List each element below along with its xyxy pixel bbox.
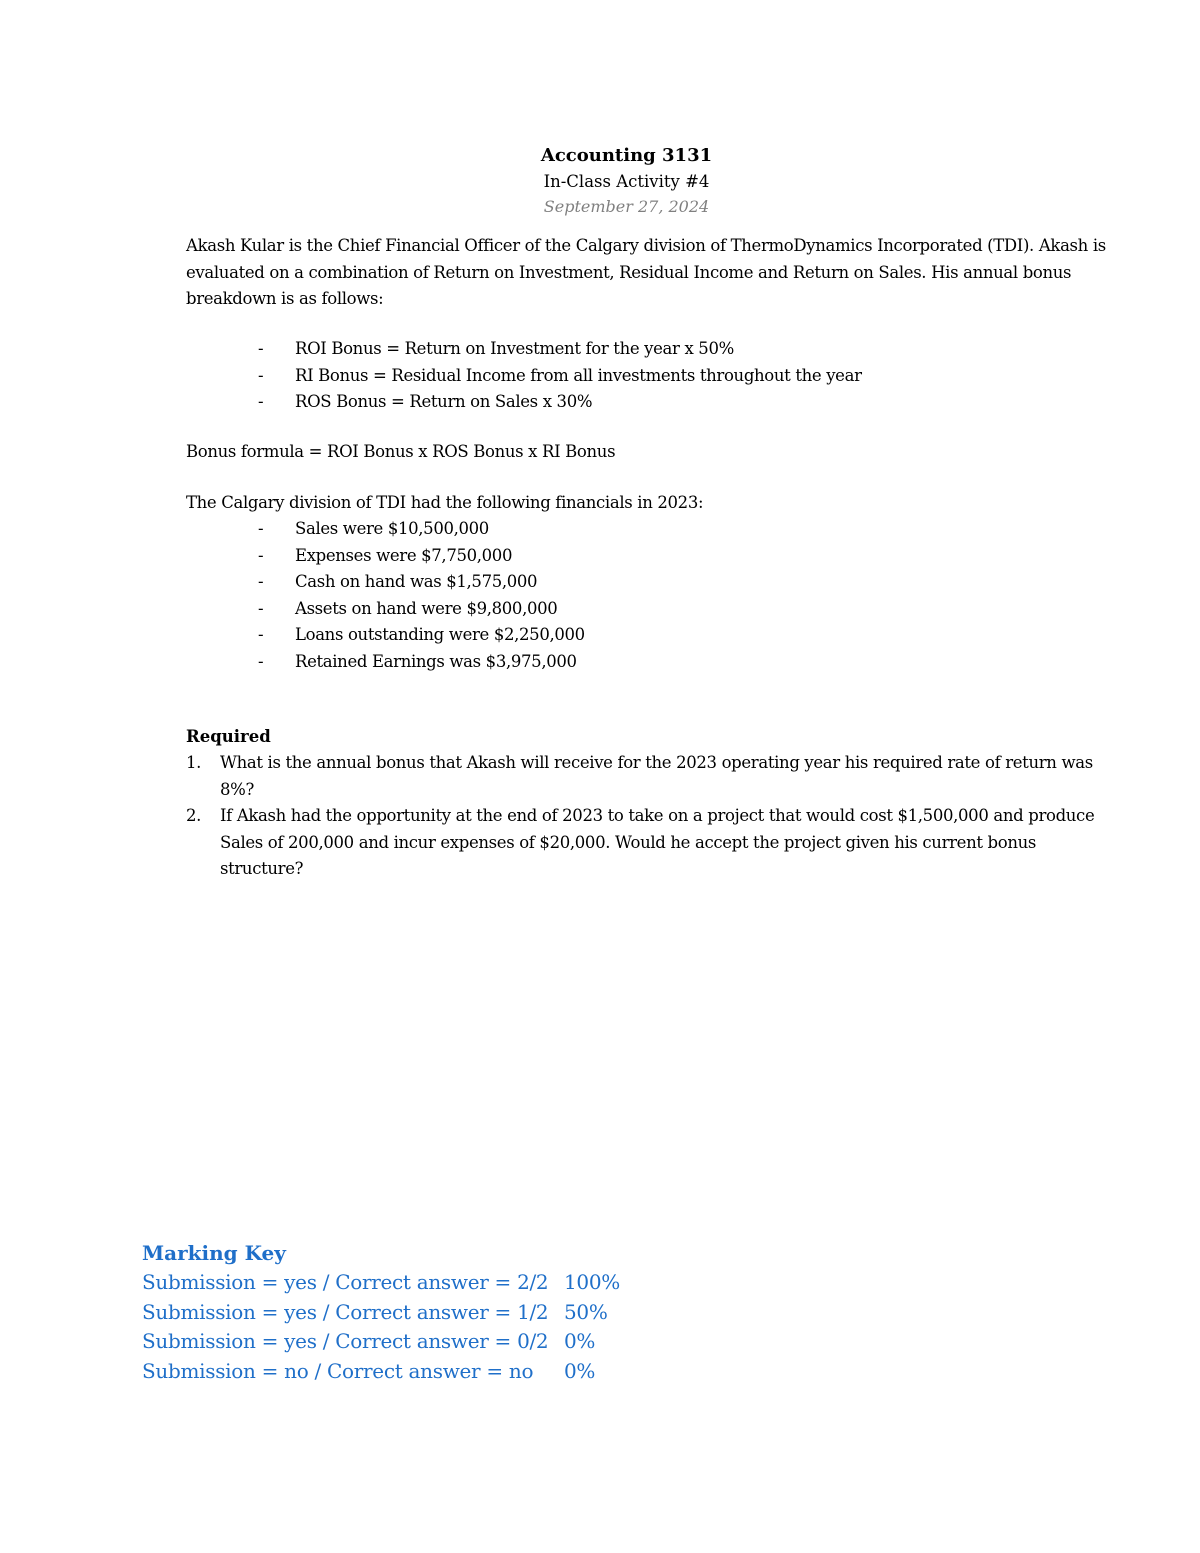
dash-bullet: - [258,625,264,644]
dash-bullet: - [258,365,264,385]
list-item [258,389,862,416]
list-item [258,649,585,676]
marking-key-criteria: Submission = yes / Correct answer = 1/2 [142,1299,549,1324]
question-item [186,750,1116,803]
marking-key-criteria: Submission = yes / Correct answer = 0/2 [142,1329,549,1353]
required-heading: Required [186,727,271,746]
list-item [258,596,585,623]
dash-bullet: - [258,339,264,358]
dash-bullet: - [258,572,264,591]
list-item-text: Loans outstanding were $2,250,000 [295,625,585,644]
list-item-text: Sales were $10,500,000 [295,519,489,538]
marking-key-percent: 100% [564,1270,620,1294]
dash-bullet: - [258,519,264,538]
bonus-breakdown-list [258,336,862,416]
question-text: What is the annual bonus that Akash will receive for the 2023 operating year his required rate of return was 8%? [220,753,1093,799]
financials-intro: The Calgary division of TDI had the following financials in 2023: [186,493,704,512]
list-item-text: Cash on hand was $1,575,000 [295,572,538,591]
dash-bullet: - [258,651,264,671]
list-item [258,336,862,363]
list-item [258,569,585,596]
document-date: September 27, 2024 [543,197,710,216]
list-item [258,516,585,543]
marking-key-percent: 0% [564,1358,596,1383]
list-item-text: RI Bonus = Residual Income from all investments throughout the year [295,365,862,385]
financials-list [258,516,585,675]
bonus-formula: Bonus formula = ROI Bonus x ROS Bonus x RI Bonus [186,442,616,461]
list-item-text: Retained Earnings was $3,975,000 [295,651,577,671]
document-title: Accounting 3131 [540,145,713,166]
marking-key-criteria: Submission = no / Correct answer = no [142,1358,534,1383]
marking-key-percent: 50% [564,1299,608,1324]
list-item [258,363,862,390]
marking-key-row [142,1357,620,1387]
list-item-text: ROS Bonus = Return on Sales x 30% [295,392,593,411]
intro-paragraph: Akash Kular is the Chief Financial Officer of the Calgary division of ThermoDynamics Incorporated (TDI). Akash is evaluated on a combination of Return on Investment, Residual Income and Return on Sales. His annual bonus breakdown is as follows: [186,236,1106,308]
marking-key-row [142,1327,620,1357]
marking-key [142,1238,620,1386]
marking-key-heading: Marking Key [142,1241,286,1265]
list-item-text: Expenses were $7,750,000 [295,545,513,565]
dash-bullet: - [258,392,264,411]
marking-key-criteria: Submission = yes / Correct answer = 2/2 [142,1270,549,1294]
document-header [0,143,1200,219]
marking-key-row [142,1298,620,1328]
list-item-text: ROI Bonus = Return on Investment for the year x 50% [295,339,734,358]
question-text: If Akash had the opportunity at the end of 2023 to take on a project that would cost $1,500,000 and produce Sales of 200,000 and incur expenses of $20,000. Would he accept the project given his current bonus structure? [220,806,1095,878]
question-number: 1. [186,753,202,772]
question-item [186,803,1116,883]
list-item [258,622,585,649]
dash-bullet: - [258,598,264,618]
document-subtitle: In-Class Activity #4 [543,172,710,191]
dash-bullet: - [258,545,264,565]
marking-key-row [142,1268,620,1298]
question-number: 2. [186,806,202,825]
required-questions [186,750,1116,883]
list-item-text: Assets on hand were $9,800,000 [295,598,558,618]
marking-key-percent: 0% [564,1329,596,1353]
list-item [258,543,585,570]
